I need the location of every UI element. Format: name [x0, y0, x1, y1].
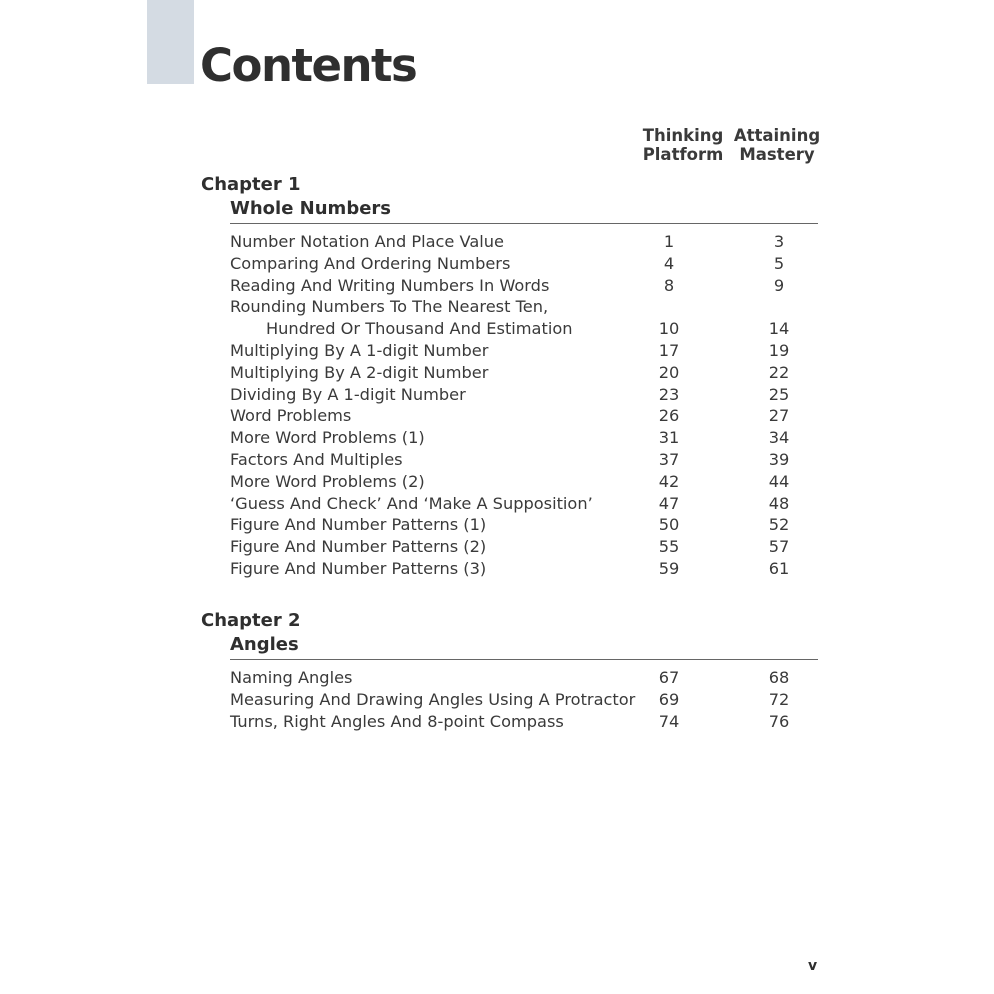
thinking-platform-page: 1 — [663, 232, 675, 251]
entry-title: ‘Guess And Check’ And ‘Make A Supposition’ — [230, 493, 593, 513]
entry-title: Comparing And Ordering Numbers — [230, 253, 511, 273]
attaining-mastery-page: 57 — [768, 537, 790, 557]
chapter-1-entries — [230, 231, 820, 580]
toc-entry — [230, 536, 820, 558]
toc-entry — [230, 689, 820, 711]
thinking-platform-page: 17 — [658, 340, 680, 360]
toc-entry — [230, 493, 820, 515]
attaining-mastery-page: 68 — [768, 668, 790, 687]
attaining-mastery-page: 61 — [768, 558, 790, 578]
thinking-platform-page: 23 — [658, 384, 680, 404]
toc-entry — [230, 471, 820, 493]
chapter-name: Whole Numbers — [230, 198, 391, 219]
entry-title: Measuring And Drawing Angles Using A Protractor — [230, 689, 636, 709]
entry-title: More Word Problems (1) — [230, 428, 425, 448]
column-header-line: Platform — [642, 145, 724, 164]
thinking-platform-page: 47 — [658, 493, 680, 513]
entry-title: Dividing By A 1-digit Number — [230, 384, 466, 404]
entry-title: Figure And Number Patterns (1) — [230, 515, 487, 535]
entry-title: Figure And Number Patterns (3) — [230, 558, 487, 578]
attaining-mastery-page: 9 — [773, 275, 785, 295]
attaining-mastery-page: 52 — [768, 515, 790, 535]
toc-entry — [230, 405, 820, 427]
column-header-line: Thinking — [642, 126, 724, 145]
toc-entry — [230, 449, 820, 471]
toc-entry — [230, 362, 820, 384]
thinking-platform-page: 67 — [658, 668, 680, 687]
attaining-mastery-page: 5 — [773, 253, 785, 273]
thinking-platform-page: 37 — [658, 449, 680, 469]
toc-entry — [230, 340, 820, 362]
entry-title: Turns, Right Angles And 8-point Compass — [230, 711, 564, 731]
thinking-platform-page: 26 — [658, 406, 680, 426]
toc-entry — [230, 667, 820, 689]
attaining-mastery-page: 14 — [768, 319, 790, 339]
attaining-mastery-page: 48 — [768, 493, 790, 513]
toc-entry — [230, 711, 820, 733]
column-header-attaining-mastery — [732, 126, 822, 164]
toc-entry — [230, 384, 820, 406]
toc-entry — [230, 296, 820, 318]
attaining-mastery-page: 44 — [768, 471, 790, 491]
toc-entry — [230, 427, 820, 449]
toc-entry — [230, 253, 820, 275]
entry-title: Reading And Writing Numbers In Words — [230, 275, 550, 295]
attaining-mastery-page: 22 — [768, 362, 790, 382]
thinking-platform-page: 4 — [663, 253, 675, 273]
entry-title: Naming Angles — [230, 668, 353, 687]
toc-entry — [230, 558, 820, 580]
toc-entry — [230, 318, 820, 340]
attaining-mastery-page: 25 — [768, 384, 790, 404]
thinking-platform-page: 69 — [658, 689, 680, 709]
thinking-platform-page: 31 — [658, 428, 680, 448]
attaining-mastery-page: 27 — [768, 406, 790, 426]
toc-entry — [230, 231, 820, 253]
entry-title: Multiplying By A 1-digit Number — [230, 340, 489, 360]
entry-title: Multiplying By A 2-digit Number — [230, 362, 489, 382]
thinking-platform-page: 55 — [658, 537, 680, 557]
entry-title: Hundred Or Thousand And Estimation — [266, 319, 573, 339]
attaining-mastery-page: 19 — [768, 340, 790, 360]
entry-title: More Word Problems (2) — [230, 471, 425, 491]
attaining-mastery-page: 3 — [773, 232, 785, 251]
thinking-platform-page: 10 — [658, 319, 680, 339]
entry-title: Figure And Number Patterns (2) — [230, 537, 487, 557]
column-header-line: Mastery — [739, 145, 815, 164]
chapter-rule — [230, 659, 818, 660]
thinking-platform-page: 8 — [663, 275, 675, 295]
attaining-mastery-page: 39 — [768, 449, 790, 469]
chapter-name: Angles — [230, 634, 299, 655]
page-number: v — [808, 958, 818, 974]
thinking-platform-page: 42 — [658, 471, 680, 491]
page-title: Contents — [200, 39, 417, 92]
thinking-platform-page: 74 — [658, 711, 680, 731]
entry-title: Word Problems — [230, 406, 352, 426]
entry-title: Factors And Multiples — [230, 449, 403, 469]
thinking-platform-page: 20 — [658, 362, 680, 382]
column-header-thinking-platform — [638, 126, 728, 164]
toc-entry — [230, 275, 820, 297]
attaining-mastery-page: 72 — [768, 689, 790, 709]
chapter-number: Chapter 1 — [201, 174, 301, 195]
chapter-2-entries — [230, 667, 820, 732]
toc-entry — [230, 514, 820, 536]
entry-title: Rounding Numbers To The Nearest Ten, — [230, 297, 549, 317]
entry-title: Number Notation And Place Value — [230, 232, 504, 251]
attaining-mastery-page: 34 — [768, 428, 790, 448]
column-header-line: Attaining — [733, 126, 821, 145]
attaining-mastery-page: 76 — [768, 711, 790, 731]
thinking-platform-page: 50 — [658, 515, 680, 535]
thinking-platform-page: 59 — [658, 558, 680, 578]
chapter-rule — [230, 223, 818, 224]
chapter-number: Chapter 2 — [201, 610, 301, 631]
page-edge-tab — [147, 0, 194, 84]
